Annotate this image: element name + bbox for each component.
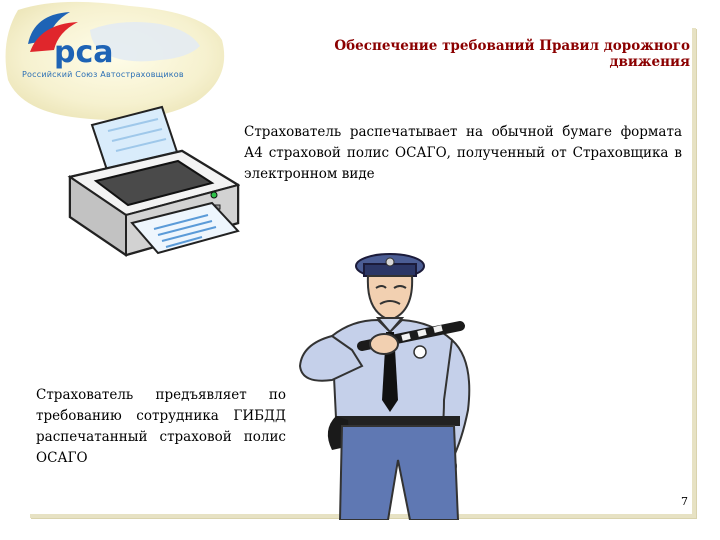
slide-title: Обеспечение требований Правил дорожного движения — [334, 38, 690, 70]
paragraph-bottom: Страхователь предъявляет по требованию сотрудника ГИБДД распечатанный страховой полис ОСАГО — [36, 387, 286, 466]
paragraph-top: Страхователь распечатывает на обычной бумаге формата А4 страховой полис ОСАГО, полученный от Страховщика в электронном виде — [244, 124, 682, 182]
police-officer-illustration — [292, 240, 494, 520]
printer-illustration — [62, 105, 240, 265]
page-number: 7 — [681, 495, 688, 508]
logo-abbr: рса — [54, 35, 114, 70]
logo-caption: Российский Союз Автостраховщиков — [22, 70, 184, 79]
